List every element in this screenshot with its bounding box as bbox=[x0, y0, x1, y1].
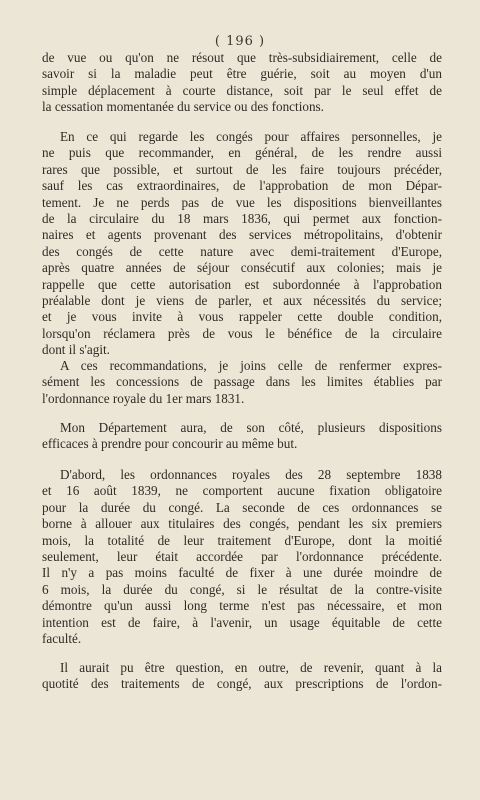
text-line: et 16 août 1839, ne comportent aucune fixation obligatoire bbox=[42, 483, 442, 499]
text-line: tement. Je ne perds pas de vue les dispositions bienveillantes bbox=[42, 194, 442, 210]
text-line: et je vous invite à vous rappeler cette double condition, bbox=[42, 309, 442, 325]
text-line: intention est de faire, à l'avenir, un usage équitable de cette bbox=[42, 614, 442, 630]
text-line: D'abord, les ordonnances royales des 28 septembre 1838 bbox=[60, 467, 442, 482]
text-line: mois, la totalité de leur traitement d'Europe, dont la moitié bbox=[42, 532, 442, 548]
text-line: simple déplacement à courte distance, soit par le seul effet de bbox=[42, 82, 442, 98]
paragraph-4 bbox=[42, 420, 442, 453]
text-line: Il aurait pu être question, en outre, de revenir, quant à la bbox=[60, 660, 442, 675]
text-line: borne à allouer aux titulaires des congés, pendant les six premiers bbox=[42, 516, 442, 532]
text-line: l'ordonnance royale du 1er mars 1831. bbox=[42, 390, 245, 406]
text-line: 6 mois, la durée du congé, si le résultat de la contre-visite bbox=[42, 581, 442, 597]
text-line: la cessation momentanée du service ou des fonctions. bbox=[42, 99, 324, 115]
paragraph-2 bbox=[42, 129, 442, 359]
text-line: après quatre années de séjour consécutif aux colonies; mais je bbox=[42, 260, 442, 276]
page-number: ( 196 ) bbox=[214, 34, 266, 49]
text-line: Il n'y a pas moins faculté de fixer à une durée moindre de bbox=[42, 565, 442, 581]
text-line: A ces recommandations, je joins celle de renfermer expres- bbox=[60, 358, 442, 373]
text-line: de vue ou qu'on ne résout que très-subsidiairement, celle de bbox=[42, 50, 442, 65]
text-line: préalable dont je viens de parler, et aux nécessités du service; bbox=[42, 293, 442, 309]
text-line: seulement, leur était accordée par l'ordonnance précédente. bbox=[42, 549, 442, 565]
text-line: quotité des traitements de congé, aux prescriptions de l'ordon- bbox=[42, 676, 442, 692]
text-line: lorsqu'on réclamera près de vous le bénéfice de la circulaire bbox=[42, 325, 442, 341]
text-line: savoir si la maladie peut être guérie, soit au moyen d'un bbox=[42, 66, 442, 82]
text-line: efficaces à prendre pour concourir au même but. bbox=[42, 436, 298, 452]
text-line: rares que possible, et surtout de les faire toujours précéder, bbox=[42, 161, 442, 177]
text-line: dont il s'agit. bbox=[42, 342, 110, 358]
text-line: de la circulaire du 18 mars 1836, qui permet aux fonction- bbox=[42, 211, 442, 227]
text-line: pour la durée du congé. La seconde de ces ordonnances se bbox=[42, 499, 442, 515]
paragraph-6 bbox=[42, 660, 442, 693]
text-line: sauf les cas extraordinaires, de l'approbation de mon Dépar- bbox=[42, 178, 442, 194]
text-line: rappelle que cette autorisation est subordonnée à l'approbation bbox=[42, 276, 442, 292]
text-line: En ce qui regarde les congés pour affaires personnelles, je bbox=[60, 129, 442, 144]
text-line: des congés de cette nature avec demi-traitement d'Europe, bbox=[42, 243, 442, 259]
text-line: naires et agents provenant des services métropolitains, d'obtenir bbox=[42, 227, 442, 243]
text-line: démontre qu'un aussi long terme n'est pas nécessaire, et mon bbox=[42, 598, 442, 614]
text-line: faculté. bbox=[42, 631, 82, 647]
paragraph-1 bbox=[42, 50, 442, 116]
paragraph-3 bbox=[42, 358, 442, 407]
paragraph-5 bbox=[42, 467, 442, 647]
text-line: Mon Département aura, de son côté, plusieurs dispositions bbox=[60, 420, 442, 435]
text-line: ne puis que recommander, en général, de les rendre aussi bbox=[42, 145, 442, 161]
text-line: sément les concessions de passage dans les limites établies par bbox=[42, 374, 442, 390]
